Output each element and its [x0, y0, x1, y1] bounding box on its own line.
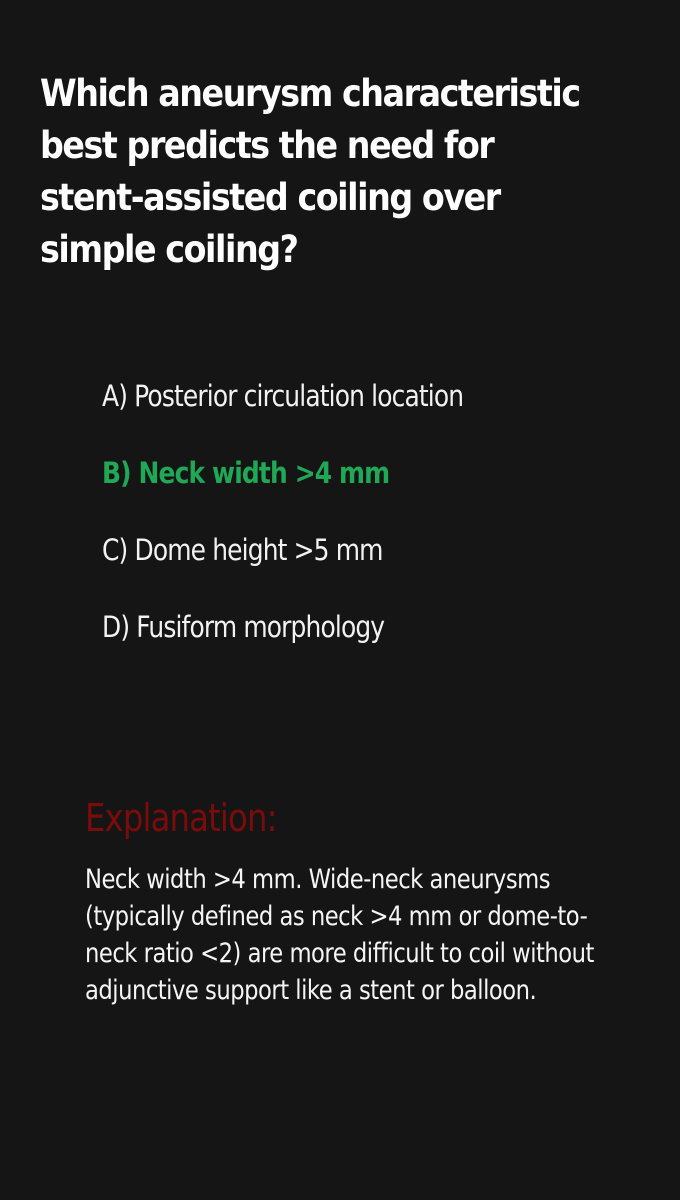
option-a[interactable]: A) Posterior circulation location [102, 379, 464, 413]
option-c[interactable]: C) Dome height >5 mm [102, 533, 383, 567]
explanation-text: Neck width >4 mm. Wide-neck aneurysms (typically defined as neck >4 mm or dome-to-neck ratio <2) are more difficult to coil without adjunctive support like a stent or balloon. [85, 864, 594, 1006]
explanation-heading: Explanation: [85, 796, 277, 840]
question-text: Which aneurysm characteristic best predicts the need for stent-assisted coiling over simple coiling? [40, 72, 580, 271]
option-b-correct[interactable]: B) Neck width >4 mm [102, 456, 390, 490]
answer-options-list [102, 372, 642, 680]
option-d[interactable]: D) Fusiform morphology [102, 610, 385, 644]
